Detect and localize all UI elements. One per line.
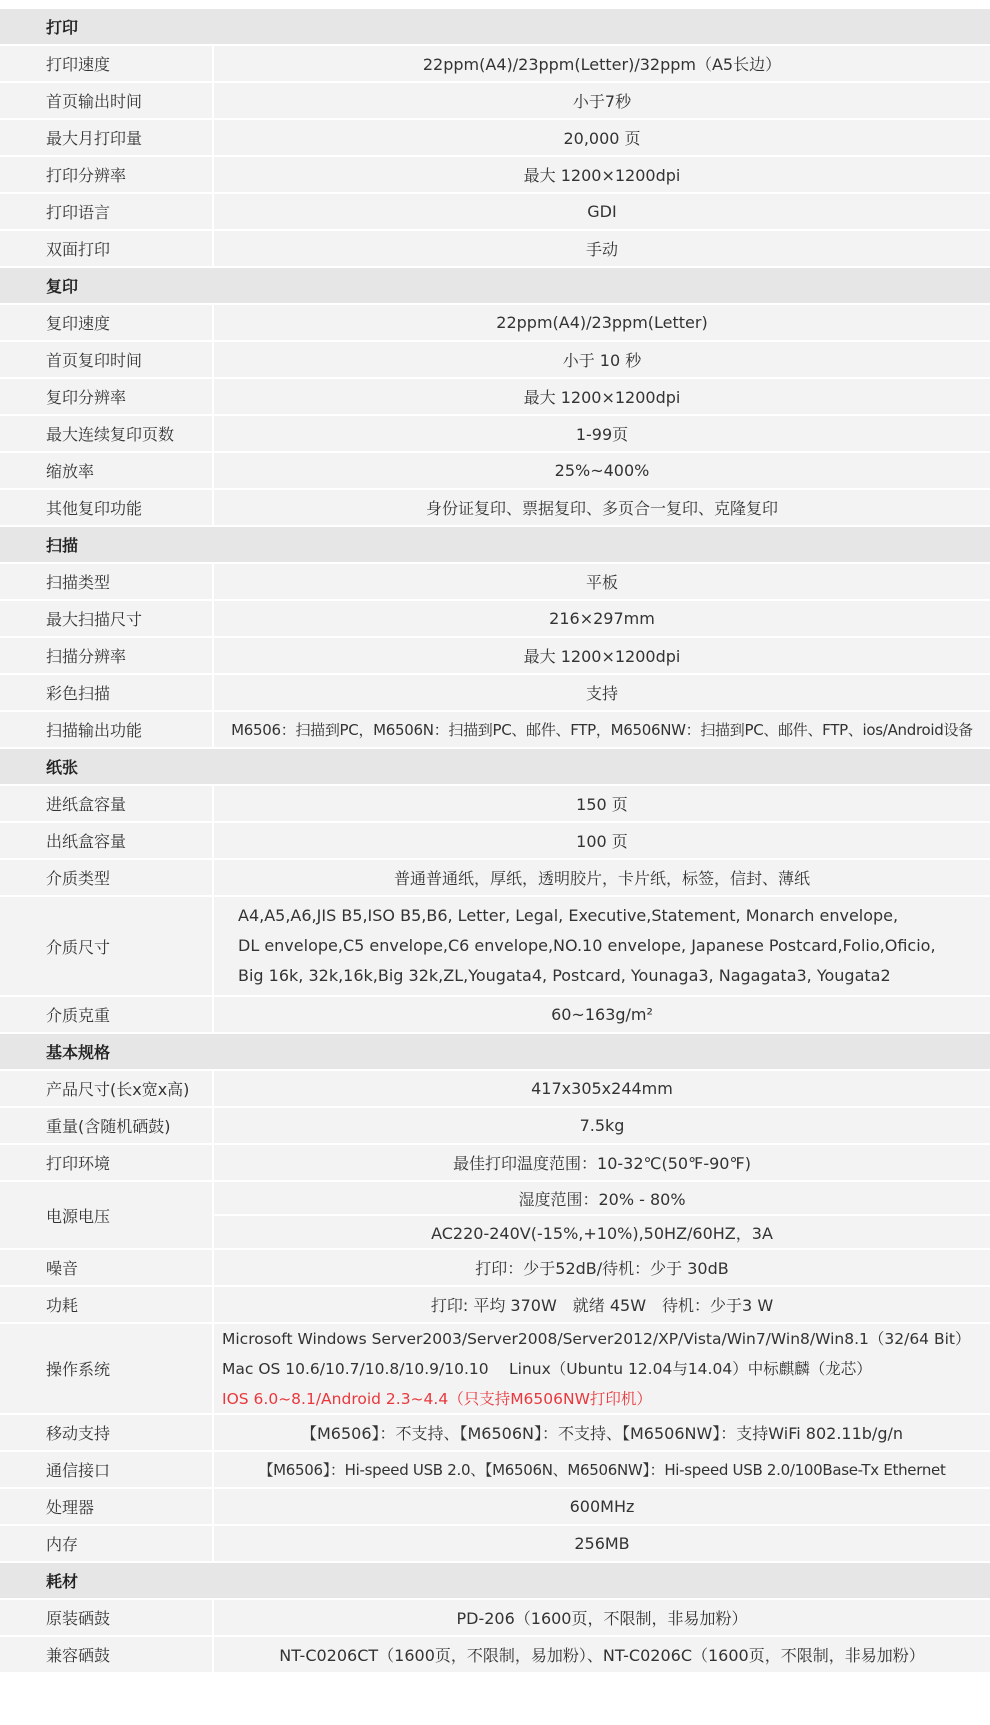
spec-value-cell — [214, 416, 990, 451]
section-title: 耗材 — [46, 1572, 79, 1591]
spec-row — [0, 638, 990, 675]
spec-label: 产品尺寸(长x宽x高) — [0, 1071, 214, 1106]
spec-value: 7.5kg — [579, 1116, 625, 1135]
spec-value: 最大 1200×1200dpi — [523, 166, 681, 185]
spec-row — [0, 46, 990, 83]
spec-value-line: DL envelope,C5 envelope,C6 envelope,NO.10 envelope, Japanese Postcard,Folio,Oficio, — [238, 936, 936, 955]
spec-value-cell — [214, 1071, 990, 1106]
spec-row — [0, 157, 990, 194]
spec-label: 操作系统 — [0, 1324, 214, 1413]
spec-value-cell — [214, 1182, 990, 1248]
spec-row — [0, 1452, 990, 1489]
spec-row — [0, 675, 990, 712]
spec-label: 通信接口 — [0, 1452, 214, 1487]
section-title: 复印 — [46, 277, 79, 296]
spec-value-cell — [214, 1250, 990, 1285]
spec-label: 最大连续复印页数 — [0, 416, 214, 451]
spec-value-cell — [214, 1489, 990, 1524]
spec-label: 最大扫描尺寸 — [0, 601, 214, 636]
spec-value-cell — [214, 46, 990, 81]
spec-row — [0, 860, 990, 897]
spec-value-cell — [214, 823, 990, 858]
spec-label: 首页输出时间 — [0, 83, 214, 118]
spec-row — [0, 1071, 990, 1108]
spec-label: 重量(含随机硒鼓) — [0, 1108, 214, 1143]
spec-value-cell — [214, 157, 990, 192]
spec-value-cell — [214, 1108, 990, 1143]
spec-value: 25%~400% — [554, 461, 650, 480]
spec-label: 缩放率 — [0, 453, 214, 488]
spec-value: 最佳打印温度范围：10-32℃(50℉-90℉) — [453, 1154, 751, 1173]
spec-value: 最大 1200×1200dpi — [523, 647, 681, 666]
spec-label: 打印分辨率 — [0, 157, 214, 192]
spec-row — [0, 1182, 990, 1250]
spec-label: 噪音 — [0, 1250, 214, 1285]
spec-value: 600MHz — [569, 1497, 635, 1516]
spec-label: 打印速度 — [0, 46, 214, 81]
spec-value: 22ppm(A4)/23ppm(Letter)/32ppm（A5长边） — [422, 55, 782, 74]
spec-row — [0, 194, 990, 231]
spec-value-cell — [214, 601, 990, 636]
section-title: 基本规格 — [46, 1043, 111, 1062]
spec-value: 60~163g/m² — [551, 1005, 653, 1024]
spec-value-cell — [214, 231, 990, 266]
spec-label: 处理器 — [0, 1489, 214, 1524]
spec-row — [0, 1600, 990, 1637]
spec-value: 20,000 页 — [563, 129, 641, 148]
spec-value-line: A4,A5,A6,JIS B5,ISO B5,B6, Letter, Legal, Executive,Statement, Monarch envelope, — [238, 906, 899, 925]
spec-value-cell — [214, 1526, 990, 1561]
spec-value-cell — [214, 490, 990, 525]
spec-value-cell — [214, 1145, 990, 1180]
spec-label: 双面打印 — [0, 231, 214, 266]
spec-row — [0, 1287, 990, 1324]
section-title: 打印 — [46, 18, 79, 37]
spec-label: 内存 — [0, 1526, 214, 1561]
spec-row — [0, 1526, 990, 1563]
spec-row — [0, 342, 990, 379]
spec-label: 介质尺寸 — [0, 897, 214, 995]
spec-value-cell — [214, 1287, 990, 1322]
spec-label: 移动支持 — [0, 1415, 214, 1450]
spec-row — [0, 601, 990, 638]
spec-label: 最大月打印量 — [0, 120, 214, 155]
spec-value: 100 页 — [576, 832, 628, 851]
spec-value-cell — [214, 120, 990, 155]
spec-row — [0, 453, 990, 490]
spec-value-cell — [214, 860, 990, 895]
spec-value: 小于7秒 — [572, 92, 632, 111]
spec-value: 身份证复印、票据复印、多页合一复印、克隆复印 — [425, 499, 778, 518]
spec-label: 复印分辨率 — [0, 379, 214, 414]
spec-label: 原装硒鼓 — [0, 1600, 214, 1635]
spec-row — [0, 1324, 990, 1415]
spec-row — [0, 997, 990, 1034]
spec-label: 扫描输出功能 — [0, 712, 214, 747]
spec-row — [0, 1250, 990, 1287]
spec-value-cell — [214, 1637, 990, 1672]
spec-row — [0, 490, 990, 527]
spec-value-cell — [214, 194, 990, 229]
spec-table — [0, 9, 990, 1674]
spec-label: 扫描类型 — [0, 564, 214, 599]
spec-value-cell — [214, 305, 990, 340]
spec-value-cell — [214, 897, 990, 995]
spec-value: M6506：扫描到PC，M6506N：扫描到PC、邮件、FTP，M6506NW：扫描到PC、邮件、FTP、ios/Android设备 — [231, 721, 973, 739]
spec-value: 【M6506】：Hi-speed USB 2.0、【M6506N、M6506NW】：Hi-speed USB 2.0/100Base-Tx Ethernet — [258, 1461, 946, 1479]
spec-row — [0, 786, 990, 823]
spec-value: AC220-240V(-15%,+10%),50HZ/60HZ，3A — [214, 1214, 990, 1248]
spec-value: 最大 1200×1200dpi — [523, 388, 681, 407]
spec-value-line: Mac OS 10.6/10.7/10.8/10.9/10.10 Linux（Ubuntu 12.04与14.04）中标麒麟（龙芯） — [222, 1360, 872, 1378]
spec-value: 普通普通纸，厚纸，透明胶片，卡片纸，标签，信封、薄纸 — [393, 869, 810, 888]
spec-label: 介质类型 — [0, 860, 214, 895]
spec-value: 417x305x244mm — [531, 1079, 673, 1098]
spec-value: 1-99页 — [575, 425, 629, 444]
section-header — [0, 1034, 990, 1071]
spec-value — [214, 897, 990, 995]
spec-row — [0, 416, 990, 453]
section-header — [0, 268, 990, 305]
spec-value: 打印: 平均 370W 就绪 45W 待机：少于3 W — [430, 1296, 774, 1315]
spec-label: 复印速度 — [0, 305, 214, 340]
spec-label: 进纸盒容量 — [0, 786, 214, 821]
spec-row — [0, 1489, 990, 1526]
section-title: 扫描 — [46, 536, 79, 555]
spec-value-line: Big 16k, 32k,16k,Big 32k,ZL,Yougata4, Postcard, Younaga3, Nagagata3, Yougata2 — [238, 966, 891, 985]
spec-value-cell — [214, 379, 990, 414]
spec-label: 打印环境 — [0, 1145, 214, 1180]
spec-label: 首页复印时间 — [0, 342, 214, 377]
spec-row — [0, 712, 990, 749]
spec-value: 打印：少于52dB/待机：少于 30dB — [475, 1259, 729, 1278]
section-header — [0, 9, 990, 46]
spec-row — [0, 305, 990, 342]
spec-value-cell — [214, 638, 990, 673]
spec-value: 平板 — [585, 573, 618, 592]
spec-value-line: Microsoft Windows Server2003/Server2008/Server2012/XP/Vista/Win7/Win8/Win8.1（32/64 Bit） — [222, 1330, 971, 1348]
spec-label: 出纸盒容量 — [0, 823, 214, 858]
spec-label: 电源电压 — [0, 1182, 214, 1248]
spec-row — [0, 231, 990, 268]
spec-row — [0, 823, 990, 860]
spec-value-cell — [214, 1600, 990, 1635]
spec-label: 打印语言 — [0, 194, 214, 229]
spec-value: 22ppm(A4)/23ppm(Letter) — [496, 313, 708, 332]
spec-value: 小于 10 秒 — [562, 351, 642, 370]
spec-label: 介质克重 — [0, 997, 214, 1032]
spec-value: 150 页 — [576, 795, 628, 814]
spec-value-cell — [214, 997, 990, 1032]
spec-value-cell — [214, 786, 990, 821]
spec-row — [0, 1108, 990, 1145]
spec-value: 216×297mm — [549, 609, 655, 628]
spec-value: 手动 — [585, 240, 618, 259]
spec-value: 湿度范围：20% - 80% — [518, 1189, 686, 1209]
spec-value-cell — [214, 453, 990, 488]
spec-label: 其他复印功能 — [0, 490, 214, 525]
spec-value: 【M6506】：不支持、【M6506N】：不支持、【M6506NW】：支持WiFi 802.11b/g/n — [300, 1424, 904, 1443]
spec-value: NT-C0206CT（1600页，不限制，易加粉）、NT-C0206C（1600页，不限制，非易加粉） — [279, 1646, 925, 1665]
spec-value-cell — [214, 675, 990, 710]
spec-row — [0, 1415, 990, 1452]
spec-row — [0, 1145, 990, 1182]
spec-value — [214, 1324, 990, 1414]
spec-value: 支持 — [585, 684, 618, 703]
section-title: 纸张 — [46, 758, 79, 777]
spec-value-cell — [214, 564, 990, 599]
section-header — [0, 527, 990, 564]
spec-label: 兼容硒鼓 — [0, 1637, 214, 1672]
section-header — [0, 749, 990, 786]
spec-row — [0, 1637, 990, 1674]
spec-value: 256MB — [574, 1534, 630, 1553]
spec-value-line: IOS 6.0~8.1/Android 2.3~4.4（只支持M6506NW打印机） — [222, 1390, 652, 1408]
spec-value-cell — [214, 83, 990, 118]
spec-row — [0, 379, 990, 416]
spec-row — [0, 120, 990, 157]
spec-value: GDI — [587, 202, 617, 221]
spec-value-cell — [214, 1452, 990, 1487]
spec-label: 功耗 — [0, 1287, 214, 1322]
spec-row — [0, 564, 990, 601]
spec-value-cell — [214, 1324, 990, 1413]
spec-row — [0, 897, 990, 997]
spec-value-cell — [214, 342, 990, 377]
spec-label: 彩色扫描 — [0, 675, 214, 710]
spec-row — [0, 83, 990, 120]
section-header — [0, 1563, 990, 1600]
spec-label: 扫描分辨率 — [0, 638, 214, 673]
spec-value-cell — [214, 1415, 990, 1450]
spec-value-cell — [214, 712, 990, 747]
spec-value: PD-206（1600页，不限制，非易加粉） — [456, 1609, 748, 1628]
